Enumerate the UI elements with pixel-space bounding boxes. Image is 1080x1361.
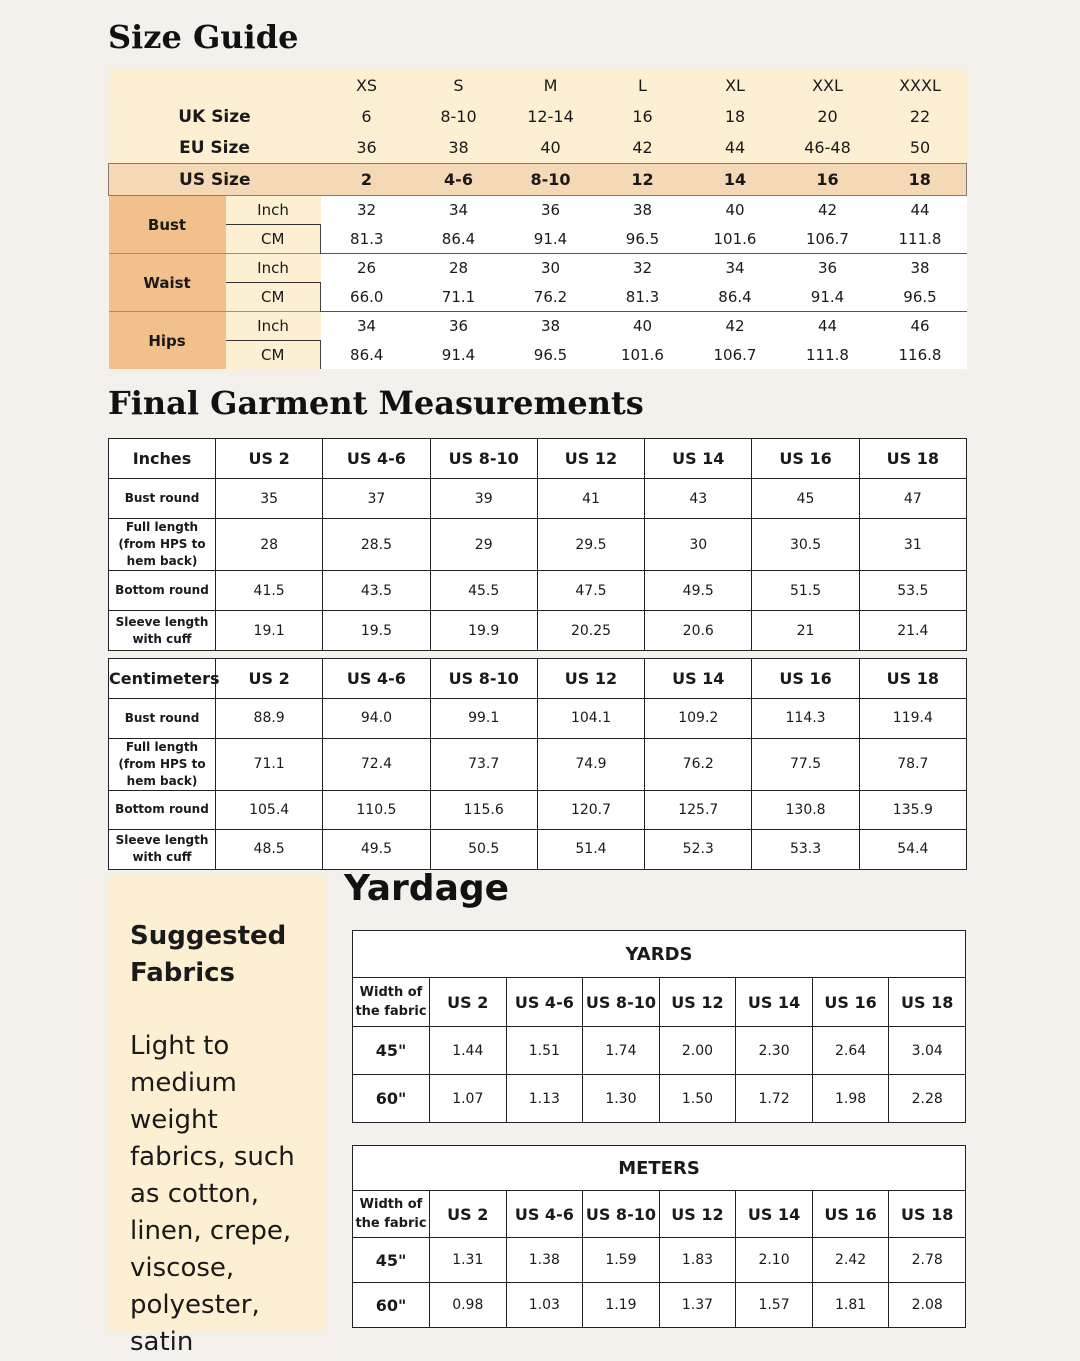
row-label: Bottom round [109, 790, 216, 830]
value-cell: 47.5 [537, 571, 644, 611]
waist-cm-value: 86.4 [689, 283, 782, 312]
bust-inch-value: 36 [505, 196, 597, 225]
hips-inch-value: 44 [782, 312, 874, 341]
size-letter-cell: S [413, 70, 505, 101]
column-header: US 8-10 [583, 1191, 660, 1238]
unit-caption: Centimeters [109, 659, 216, 699]
value-cell: 1.83 [659, 1238, 736, 1283]
size-value-cell: 42 [597, 132, 689, 164]
value-cell: 125.7 [645, 790, 752, 830]
table-row [109, 790, 967, 830]
waist-cm-value: 71.1 [413, 283, 505, 312]
us-size-row [109, 164, 967, 196]
bust-inch-unit: Inch [226, 196, 321, 225]
uk-size-row [109, 101, 967, 132]
uk-size-label: UK Size [109, 101, 321, 132]
size-letter-cell: XXXL [874, 70, 967, 101]
bust-inch-value: 32 [321, 196, 413, 225]
hips-cm-value: 101.6 [597, 341, 689, 370]
bust-inch-value: 34 [413, 196, 505, 225]
column-header: US 4-6 [506, 1191, 583, 1238]
hips-cm-value: 111.8 [782, 341, 874, 370]
row-label: Sleeve length with cuff [109, 830, 216, 870]
hips-inch-row [109, 312, 967, 341]
value-cell: 43.5 [323, 571, 430, 611]
column-header: US 8-10 [430, 439, 537, 479]
value-cell: 1.31 [430, 1238, 507, 1283]
value-cell: 1.37 [659, 1283, 736, 1328]
size-value-cell: 8-10 [413, 101, 505, 132]
bust-inch-value: 44 [874, 196, 967, 225]
waist-inch-unit: Inch [226, 254, 321, 283]
size-guide-title: Size Guide [108, 18, 299, 56]
value-cell: 1.81 [812, 1283, 889, 1328]
column-header: US 18 [889, 978, 966, 1027]
value-cell: 52.3 [645, 830, 752, 870]
size-letter-cell: XXL [782, 70, 874, 101]
value-cell: 114.3 [752, 699, 859, 739]
table-row [109, 519, 967, 571]
value-cell: 76.2 [645, 738, 752, 790]
value-cell: 119.4 [859, 699, 966, 739]
size-letter-cell: XL [689, 70, 782, 101]
table-row [109, 699, 967, 739]
value-cell: 41 [537, 479, 644, 519]
column-header: US 14 [736, 1191, 813, 1238]
value-cell: 2.00 [659, 1027, 736, 1075]
row-label: Bust round [109, 699, 216, 739]
row-label: Bottom round [109, 571, 216, 611]
size-value-cell: 22 [874, 101, 967, 132]
yardage-meters-table [352, 1145, 966, 1328]
value-cell: 51.5 [752, 571, 859, 611]
bust-cm-row [109, 225, 967, 254]
table-row [353, 1238, 966, 1283]
value-cell: 29.5 [537, 519, 644, 571]
table-caption: YARDS [353, 931, 966, 978]
value-cell: 31 [859, 519, 966, 571]
header-row [353, 978, 966, 1027]
table-row [109, 479, 967, 519]
value-cell: 51.4 [537, 830, 644, 870]
final-garment-inches-table [108, 438, 967, 651]
value-cell: 109.2 [645, 699, 752, 739]
value-cell: 72.4 [323, 738, 430, 790]
row-label: Sleeve length with cuff [109, 611, 216, 651]
value-cell: 20.25 [537, 611, 644, 651]
table-row [109, 830, 967, 870]
caption-row [353, 931, 966, 978]
column-header: US 14 [645, 659, 752, 699]
value-cell: 19.9 [430, 611, 537, 651]
bust-cm-value: 101.6 [689, 225, 782, 254]
value-cell: 105.4 [216, 790, 323, 830]
value-cell: 37 [323, 479, 430, 519]
header-row [353, 1191, 966, 1238]
eu-size-row [109, 132, 967, 164]
column-header: US 16 [752, 439, 859, 479]
size-value-cell: 46-48 [782, 132, 874, 164]
bust-cm-value: 111.8 [874, 225, 967, 254]
value-cell: 0.98 [430, 1283, 507, 1328]
waist-label: Waist [109, 254, 226, 312]
value-cell: 94.0 [323, 699, 430, 739]
size-guide-table [108, 70, 967, 369]
hips-label: Hips [109, 312, 226, 370]
hips-cm-value: 96.5 [505, 341, 597, 370]
column-header: US 14 [736, 978, 813, 1027]
column-header: US 16 [812, 978, 889, 1027]
fabric-width: 45" [353, 1238, 430, 1283]
column-header: US 16 [752, 659, 859, 699]
width-label: Width of the fabric [353, 978, 430, 1027]
value-cell: 53.5 [859, 571, 966, 611]
column-header: US 4-6 [506, 978, 583, 1027]
column-header: US 14 [645, 439, 752, 479]
row-label: Full length (from HPS to hem back) [109, 519, 216, 571]
bust-inch-row [109, 196, 967, 225]
value-cell: 71.1 [216, 738, 323, 790]
value-cell: 30 [645, 519, 752, 571]
yardage-title: Yardage [344, 868, 510, 909]
value-cell: 54.4 [859, 830, 966, 870]
size-value-cell: 2 [321, 164, 413, 196]
column-header: US 12 [537, 439, 644, 479]
row-label: Full length (from HPS to hem back) [109, 738, 216, 790]
suggested-fabrics-title: Suggested Fabrics [130, 921, 287, 988]
column-header: US 2 [430, 978, 507, 1027]
value-cell: 1.59 [583, 1238, 660, 1283]
value-cell: 110.5 [323, 790, 430, 830]
fabric-width: 60" [353, 1075, 430, 1123]
waist-inch-value: 36 [782, 254, 874, 283]
value-cell: 28 [216, 519, 323, 571]
column-header: US 2 [216, 659, 323, 699]
value-cell: 120.7 [537, 790, 644, 830]
value-cell: 45.5 [430, 571, 537, 611]
size-value-cell: 36 [321, 132, 413, 164]
bust-cm-value: 81.3 [321, 225, 413, 254]
table-row [353, 1283, 966, 1328]
value-cell: 48.5 [216, 830, 323, 870]
waist-inch-value: 26 [321, 254, 413, 283]
table-row [109, 571, 967, 611]
column-header: US 18 [859, 659, 966, 699]
bust-cm-value: 96.5 [597, 225, 689, 254]
final-garment-centimeters-table [108, 658, 967, 870]
width-label: Width of the fabric [353, 1191, 430, 1238]
size-value-cell: 14 [689, 164, 782, 196]
size-letter-cell: M [505, 70, 597, 101]
waist-cm-unit: CM [226, 283, 321, 312]
size-label-spacer [109, 70, 321, 101]
waist-inch-value: 34 [689, 254, 782, 283]
column-header: US 8-10 [583, 978, 660, 1027]
value-cell: 1.07 [430, 1075, 507, 1123]
value-cell: 1.19 [583, 1283, 660, 1328]
table-row [353, 1027, 966, 1075]
size-letter-cell: L [597, 70, 689, 101]
size-value-cell: 12-14 [505, 101, 597, 132]
waist-inch-value: 32 [597, 254, 689, 283]
unit-caption: Inches [109, 439, 216, 479]
size-value-cell: 8-10 [505, 164, 597, 196]
waist-cm-value: 66.0 [321, 283, 413, 312]
table-row [353, 1075, 966, 1123]
bust-inch-value: 38 [597, 196, 689, 225]
bust-cm-value: 106.7 [782, 225, 874, 254]
waist-inch-value: 30 [505, 254, 597, 283]
size-value-cell: 18 [874, 164, 967, 196]
size-letter-cell: XS [321, 70, 413, 101]
column-header: US 2 [216, 439, 323, 479]
value-cell: 78.7 [859, 738, 966, 790]
size-value-cell: 16 [782, 164, 874, 196]
table-row [109, 738, 967, 790]
size-letters-row [109, 70, 967, 101]
value-cell: 88.9 [216, 699, 323, 739]
value-cell: 2.10 [736, 1238, 813, 1283]
value-cell: 43 [645, 479, 752, 519]
size-value-cell: 4-6 [413, 164, 505, 196]
value-cell: 77.5 [752, 738, 859, 790]
size-value-cell: 38 [413, 132, 505, 164]
value-cell: 1.98 [812, 1075, 889, 1123]
column-header: US 2 [430, 1191, 507, 1238]
hips-inch-unit: Inch [226, 312, 321, 341]
us-size-label: US Size [109, 164, 321, 196]
bust-cm-value: 91.4 [505, 225, 597, 254]
caption-row [353, 1146, 966, 1191]
bust-cm-unit: CM [226, 225, 321, 254]
value-cell: 19.1 [216, 611, 323, 651]
column-header: US 12 [537, 659, 644, 699]
eu-size-label: EU Size [109, 132, 321, 164]
hips-inch-value: 38 [505, 312, 597, 341]
value-cell: 1.51 [506, 1027, 583, 1075]
column-header: US 4-6 [323, 439, 430, 479]
bust-inch-value: 42 [782, 196, 874, 225]
table-caption: METERS [353, 1146, 966, 1191]
value-cell: 39 [430, 479, 537, 519]
bust-cm-value: 86.4 [413, 225, 505, 254]
value-cell: 135.9 [859, 790, 966, 830]
column-header: US 4-6 [323, 659, 430, 699]
hips-inch-value: 40 [597, 312, 689, 341]
value-cell: 74.9 [537, 738, 644, 790]
value-cell: 21.4 [859, 611, 966, 651]
value-cell: 49.5 [323, 830, 430, 870]
size-value-cell: 6 [321, 101, 413, 132]
bust-inch-value: 40 [689, 196, 782, 225]
value-cell: 1.38 [506, 1238, 583, 1283]
column-header: US 18 [859, 439, 966, 479]
value-cell: 104.1 [537, 699, 644, 739]
size-value-cell: 18 [689, 101, 782, 132]
waist-cm-value: 81.3 [597, 283, 689, 312]
value-cell: 1.57 [736, 1283, 813, 1328]
waist-cm-row [109, 283, 967, 312]
size-value-cell: 12 [597, 164, 689, 196]
value-cell: 1.03 [506, 1283, 583, 1328]
value-cell: 35 [216, 479, 323, 519]
hips-cm-row [109, 341, 967, 370]
size-value-cell: 50 [874, 132, 967, 164]
table-row [109, 611, 967, 651]
column-header: US 16 [812, 1191, 889, 1238]
value-cell: 50.5 [430, 830, 537, 870]
value-cell: 19.5 [323, 611, 430, 651]
bust-label: Bust [109, 196, 226, 254]
value-cell: 41.5 [216, 571, 323, 611]
hips-inch-value: 46 [874, 312, 967, 341]
waist-inch-row [109, 254, 967, 283]
column-header: US 8-10 [430, 659, 537, 699]
value-cell: 115.6 [430, 790, 537, 830]
value-cell: 2.42 [812, 1238, 889, 1283]
value-cell: 47 [859, 479, 966, 519]
hips-inch-value: 34 [321, 312, 413, 341]
hips-cm-value: 116.8 [874, 341, 967, 370]
value-cell: 45 [752, 479, 859, 519]
size-value-cell: 40 [505, 132, 597, 164]
waist-cm-value: 76.2 [505, 283, 597, 312]
suggested-fabrics-text: Light to medium weight fabrics, such as cotton, linen, crepe, viscose, polyester, satin [130, 1031, 295, 1357]
row-label: Bust round [109, 479, 216, 519]
hips-cm-value: 106.7 [689, 341, 782, 370]
fabric-width: 45" [353, 1027, 430, 1075]
column-header: US 12 [659, 1191, 736, 1238]
waist-inch-value: 28 [413, 254, 505, 283]
value-cell: 99.1 [430, 699, 537, 739]
header-row [109, 439, 967, 479]
yardage-yards-table [352, 930, 966, 1123]
waist-cm-value: 91.4 [782, 283, 874, 312]
waist-cm-value: 96.5 [874, 283, 967, 312]
value-cell: 29 [430, 519, 537, 571]
value-cell: 1.72 [736, 1075, 813, 1123]
header-row [109, 659, 967, 699]
value-cell: 1.30 [583, 1075, 660, 1123]
value-cell: 2.30 [736, 1027, 813, 1075]
value-cell: 49.5 [645, 571, 752, 611]
value-cell: 21 [752, 611, 859, 651]
value-cell: 2.64 [812, 1027, 889, 1075]
value-cell: 73.7 [430, 738, 537, 790]
hips-inch-value: 36 [413, 312, 505, 341]
value-cell: 20.6 [645, 611, 752, 651]
value-cell: 30.5 [752, 519, 859, 571]
value-cell: 1.74 [583, 1027, 660, 1075]
fabric-width: 60" [353, 1283, 430, 1328]
value-cell: 3.04 [889, 1027, 966, 1075]
value-cell: 1.13 [506, 1075, 583, 1123]
value-cell: 1.50 [659, 1075, 736, 1123]
final-garment-title: Final Garment Measurements [108, 384, 644, 422]
value-cell: 1.44 [430, 1027, 507, 1075]
hips-cm-value: 91.4 [413, 341, 505, 370]
value-cell: 53.3 [752, 830, 859, 870]
value-cell: 2.78 [889, 1238, 966, 1283]
size-value-cell: 20 [782, 101, 874, 132]
value-cell: 2.28 [889, 1075, 966, 1123]
value-cell: 28.5 [323, 519, 430, 571]
size-value-cell: 16 [597, 101, 689, 132]
hips-cm-unit: CM [226, 341, 321, 370]
value-cell: 2.08 [889, 1283, 966, 1328]
value-cell: 130.8 [752, 790, 859, 830]
column-header: US 18 [889, 1191, 966, 1238]
column-header: US 12 [659, 978, 736, 1027]
size-value-cell: 44 [689, 132, 782, 164]
hips-cm-value: 86.4 [321, 341, 413, 370]
hips-inch-value: 42 [689, 312, 782, 341]
waist-inch-value: 38 [874, 254, 967, 283]
